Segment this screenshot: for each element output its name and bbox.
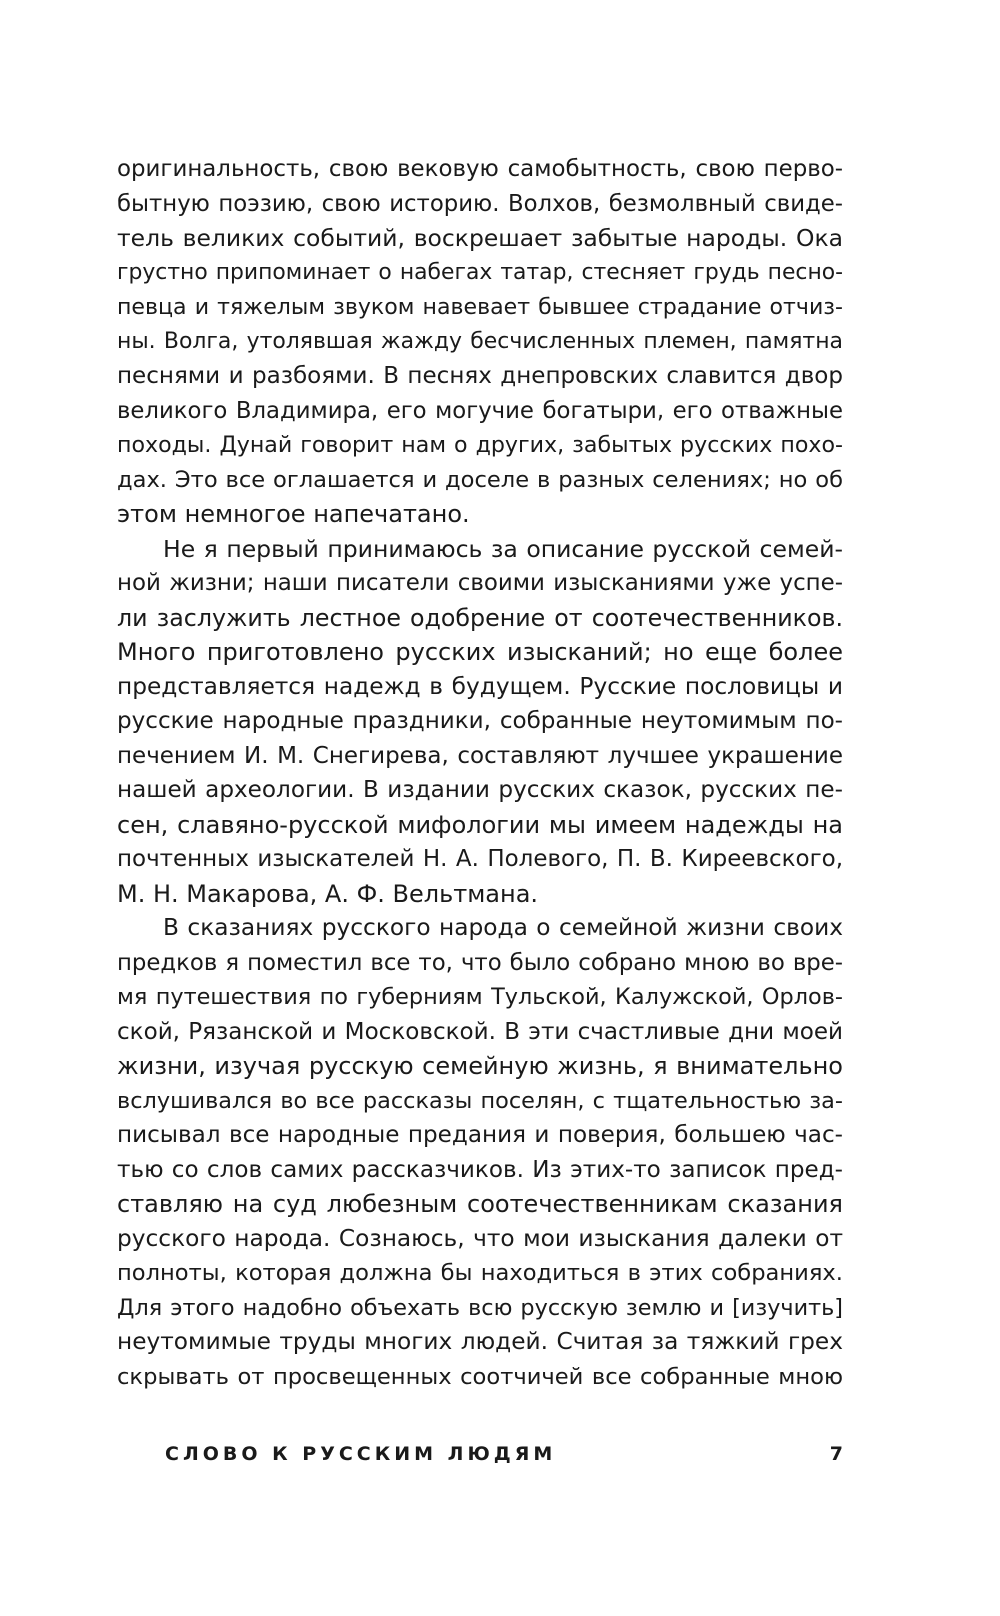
text-line: нашей археологии. В издании русских сказок, русских пе- [117, 777, 843, 803]
text-line: ны. Волга, утолявшая жажду бесчисленных племен, памятна [117, 328, 843, 354]
running-head: СЛОВО К РУССКИМ ЛЮДЯМ [165, 1443, 557, 1465]
text-line: грустно припоминает о набегах татар, стесняет грудь песно- [117, 259, 843, 285]
text-line: ной жизни; наши писатели своими изысканиями уже успе- [117, 570, 843, 596]
text-line: походы. Дунай говорит нам о других, забытых русских похо- [117, 432, 843, 458]
text-line: тью со слов самих рассказчиков. Из этих-то записок пред- [117, 1156, 843, 1183]
text-line: полноты, которая должна бы находиться в этих собраниях. [117, 1260, 843, 1286]
text-line: В сказаниях русского народа о семейной жизни своих [163, 914, 843, 941]
text-line: ставляю на суд любезным соотечественникам сказания [117, 1190, 843, 1218]
body-text [117, 152, 843, 1394]
text-line: Много приготовлено русских изысканий; но еще более [117, 638, 843, 666]
text-line: сен, славяно-русской мифологии мы имеем надежды на [117, 810, 843, 839]
page-number: 7 [829, 1443, 843, 1465]
text-line: М. Н. Макарова, А. Ф. Вельтмана. [117, 879, 539, 908]
text-line: певца и тяжелым звуком навевает бывшее страдание отчиз- [117, 294, 843, 320]
text-line: дах. Это все оглашается и доселе в разных селениях; но об [117, 466, 843, 493]
text-line: тель великих событий, воскрешает забытые народы. Ока [117, 224, 843, 252]
text-line: бытную поэзию, свою историю. Волхов, безмолвный свиде- [117, 190, 843, 217]
text-line: великого Владимира, его могучие богатыри, его отважные [117, 397, 843, 424]
text-line: Не я первый принимаюсь за описание русской семей- [163, 534, 843, 563]
text-line: предков я поместил все то, что было собрано мною во вре- [117, 949, 843, 976]
text-line: ли заслужить лестное одобрение от соотечественников. [117, 603, 843, 632]
text-line: мя путешествия по губерниям Тульской, Калужской, Орлов- [117, 984, 843, 1010]
text-line: этом немногое напечатано. [117, 500, 470, 528]
text-line: вслушивался во все рассказы поселян, с тщательностью за- [117, 1087, 843, 1114]
text-line: неутомимые труды многих людей. Считая за тяжкий грех [117, 1328, 843, 1355]
text-line: русские народные праздники, собранные неутомимым по- [117, 708, 843, 734]
text-line: представляется надежд в будущем. Русские пословицы и [117, 672, 843, 700]
text-line: почтенных изыскателей Н. А. Полевого, П. В. Киреевского, [117, 846, 843, 872]
text-line: жизни, изучая русскую семейную жизнь, я внимательно [117, 1052, 843, 1080]
text-line: оригинальность, свою вековую самобытность, свою перво- [117, 156, 843, 182]
text-line: печением И. М. Снегирева, составляют лучшее украшение [117, 742, 843, 769]
text-line: ской, Рязанской и Московской. В эти счастливые дни моей [117, 1018, 843, 1045]
text-line: Для этого надобно объехать всю русскую землю и [изучить] [117, 1294, 843, 1321]
text-line: песнями и разбоями. В песнях днепровских славится двор [117, 363, 843, 389]
text-line: писывал все народные предания и поверия, большею час- [117, 1122, 843, 1148]
text-line: скрывать от просвещенных соотчичей все собранные мною [117, 1363, 843, 1390]
text-line: русского народа. Сознаюсь, что мои изыскания далеки от [117, 1224, 843, 1252]
page-footer [165, 1443, 843, 1473]
